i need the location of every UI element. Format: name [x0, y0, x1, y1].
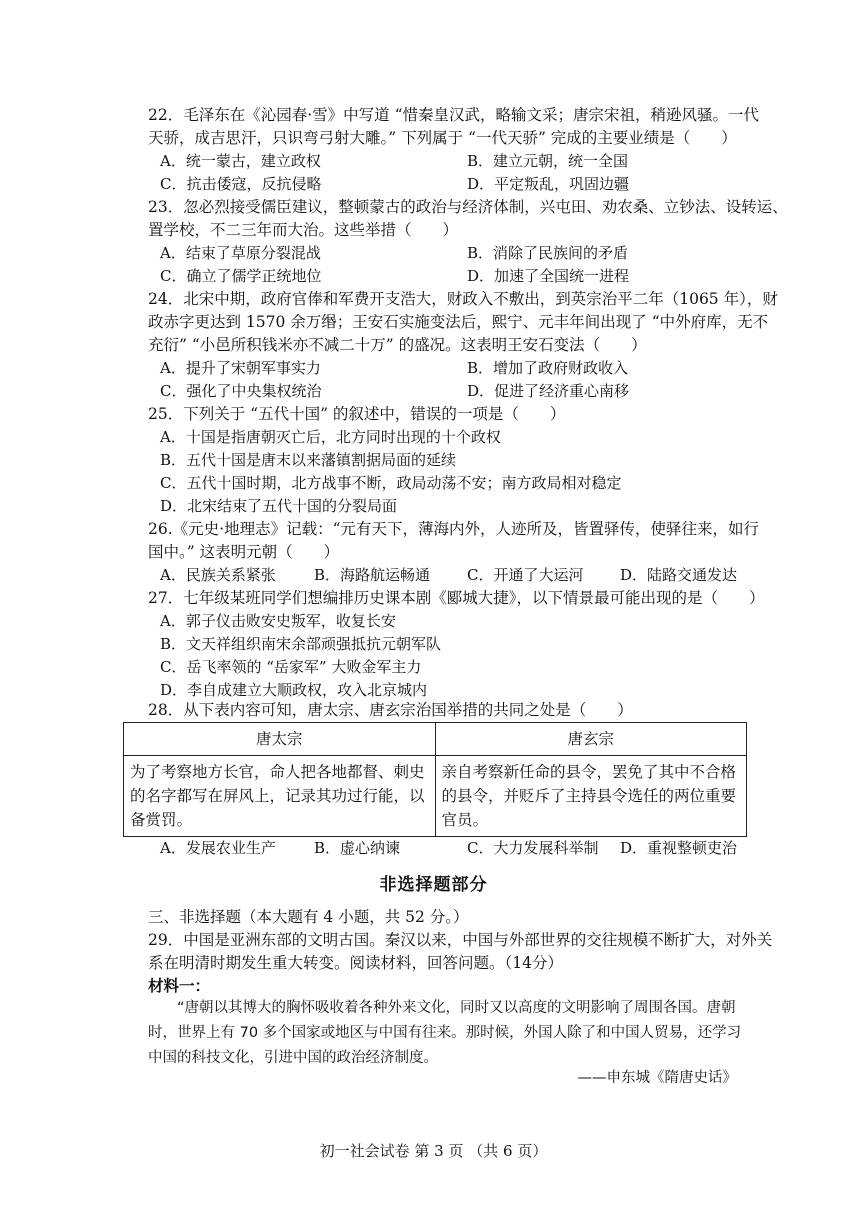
q27-option-b: B．文天祥组织南宋余部顽强抵抗元朝军队: [160, 635, 442, 653]
q25-option-c: C．五代十国时期，北方战事不断，政局动荡不安；南方政局相对稳定: [160, 474, 622, 492]
q27-stem: 27．七年级某班同学们想编排历史课本剧《郾城大捷》，以下情景最可能出现的是（ ）: [148, 589, 765, 607]
q24-option-b: B．增加了政府财政收入: [467, 359, 629, 377]
q28-option-b: B．虚心纳谏: [314, 839, 401, 857]
q24-option-d: D．促进了经济重心南移: [467, 382, 630, 400]
q26-stem-line1: 26.《元史·地理志》记载：“元有天下，薄海内外，人迹所及，皆置驿传，使驿往来，如行: [148, 520, 760, 538]
q24-stem-line3: 充衍” “小邑所积钱米亦不减二十万” 的盛况。这表明王安石变法（ ）: [148, 336, 647, 354]
q25-option-b: B．五代十国是唐末以来藩镇割据局面的延续: [160, 451, 457, 469]
q29-stem-line2: 系在明清时期发生重大转变。阅读材料，回答问题。（14分）: [148, 954, 563, 972]
q23-stem-line1: 23．忽必烈接受儒臣建议，整顿蒙古的政治与经济体制，兴屯田、劝农桑、立钞法、设转运、: [148, 198, 788, 216]
page-footer: 初一社会试卷 第 3 页 （共 6 页）: [319, 1142, 548, 1160]
q26-option-a: A．民族关系紧张: [160, 566, 276, 584]
q22-stem-line2: 天骄，成吉思汗，只识弯弓射大雕。” 下列属于 “一代天骄” 完成的主要业绩是（ ）: [148, 129, 737, 147]
q22-option-c: C．抗击倭寇，反抗侵略: [160, 175, 322, 193]
q23-stem-line2: 置学校，不二三年而大治。这些举措（ ）: [148, 221, 459, 239]
table-cell-tang-taizong: 为了考察地方长官，命人把各地都督、刺史的名字都写在屏风上，记录其功过行能，以备赏罚。: [124, 756, 436, 837]
q23-option-d: D．加速了全国统一进程: [467, 267, 630, 285]
material-one-quote: “唐朝以其博大的胸怀吸收着各种外来文化，同时又以高度的文明影响了周围各国。唐朝时，世界上有 70 多个国家或地区与中国有往来。那时候，外国人除了和中国人贸易，还学习中国的科技文化，引进中国的政治经济制度。: [148, 1000, 742, 1066]
q22-option-d: D．平定叛乱，巩固边疆: [467, 175, 630, 193]
table-header-tang-taizong: 唐太宗: [124, 723, 436, 756]
material-one-label: 材料一：: [148, 976, 211, 995]
q22-stem-line1: 22．毛泽东在《沁园春·雪》中写道 “惜秦皇汉武，略输文采；唐宗宋祖，稍逊风骚。一代: [148, 106, 760, 124]
q26-option-c: C．开通了大运河: [467, 566, 584, 584]
q27-option-c: C．岳飞率领的 “岳家军” 大败金军主力: [160, 658, 422, 676]
q26-option-b: B．海路航运畅通: [314, 566, 431, 584]
q28-option-d: D．重视整顿吏治: [620, 839, 738, 857]
q27-option-a: A．郭子仪击败安史叛军，收复长安: [160, 612, 396, 630]
q24-option-c: C．强化了中央集权统治: [160, 382, 322, 400]
table-cell-tang-xuanzong: 亲自考察新任命的县令，罢免了其中不合格的县令，并贬斥了主持县令选任的两位重要官员。: [435, 756, 747, 837]
q24-stem-line2: 政赤字更达到 1570 余万缗；王安石实施变法后，熙宁、元丰年间出现了 “中外府库，无不: [148, 313, 769, 331]
q22-option-b: B．建立元朝，统一全国: [467, 152, 629, 170]
material-one-source: ——申东城《隋唐史话》: [577, 1070, 737, 1086]
table-header-tang-xuanzong: 唐玄宗: [435, 723, 747, 756]
q23-option-a: A．结束了草原分裂混战: [160, 244, 321, 262]
q22-option-a: A．统一蒙古，建立政权: [160, 152, 321, 170]
q25-option-a: A．十国是指唐朝灭亡后，北方同时出现的十个政权: [160, 428, 501, 446]
q23-option-b: B．消除了民族间的矛盾: [467, 244, 629, 262]
q28-option-a: A．发展农业生产: [160, 839, 276, 857]
q27-option-d: D．李自成建立大顺政权，攻入北京城内: [160, 681, 428, 699]
q28-stem: 28．从下表内容可知，唐太宗、唐玄宗治国举措的共同之处是（ ）: [148, 701, 633, 719]
q25-option-d: D．北宋结束了五代十国的分裂局面: [160, 497, 398, 515]
q25-stem: 25．下列关于 “五代十国” 的叙述中，错误的一项是（ ）: [148, 405, 566, 423]
q26-stem-line2: 国中。” 这表明元朝（ ）: [148, 543, 340, 561]
q24-stem-line1: 24．北宋中期，政府官俸和军费开支浩大，财政入不敷出，到英宗治平二年（1065 年），财: [148, 290, 778, 308]
q26-option-d: D．陆路交通发达: [620, 566, 738, 584]
section-title: 非选择题部分: [379, 875, 488, 895]
q29-stem-line1: 29．中国是亚洲东部的文明古国。秦汉以来，中国与外部世界的交往规模不断扩大，对外关: [148, 931, 773, 949]
q28-comparison-table: [123, 722, 747, 837]
part-three-heading: 三、非选择题（本大题有 4 小题，共 52 分。）: [148, 908, 469, 926]
q24-option-a: A．提升了宋朝军事实力: [160, 359, 321, 377]
q23-option-c: C．确立了儒学正统地位: [160, 267, 322, 285]
q28-option-c: C．大力发展科举制: [467, 839, 599, 857]
